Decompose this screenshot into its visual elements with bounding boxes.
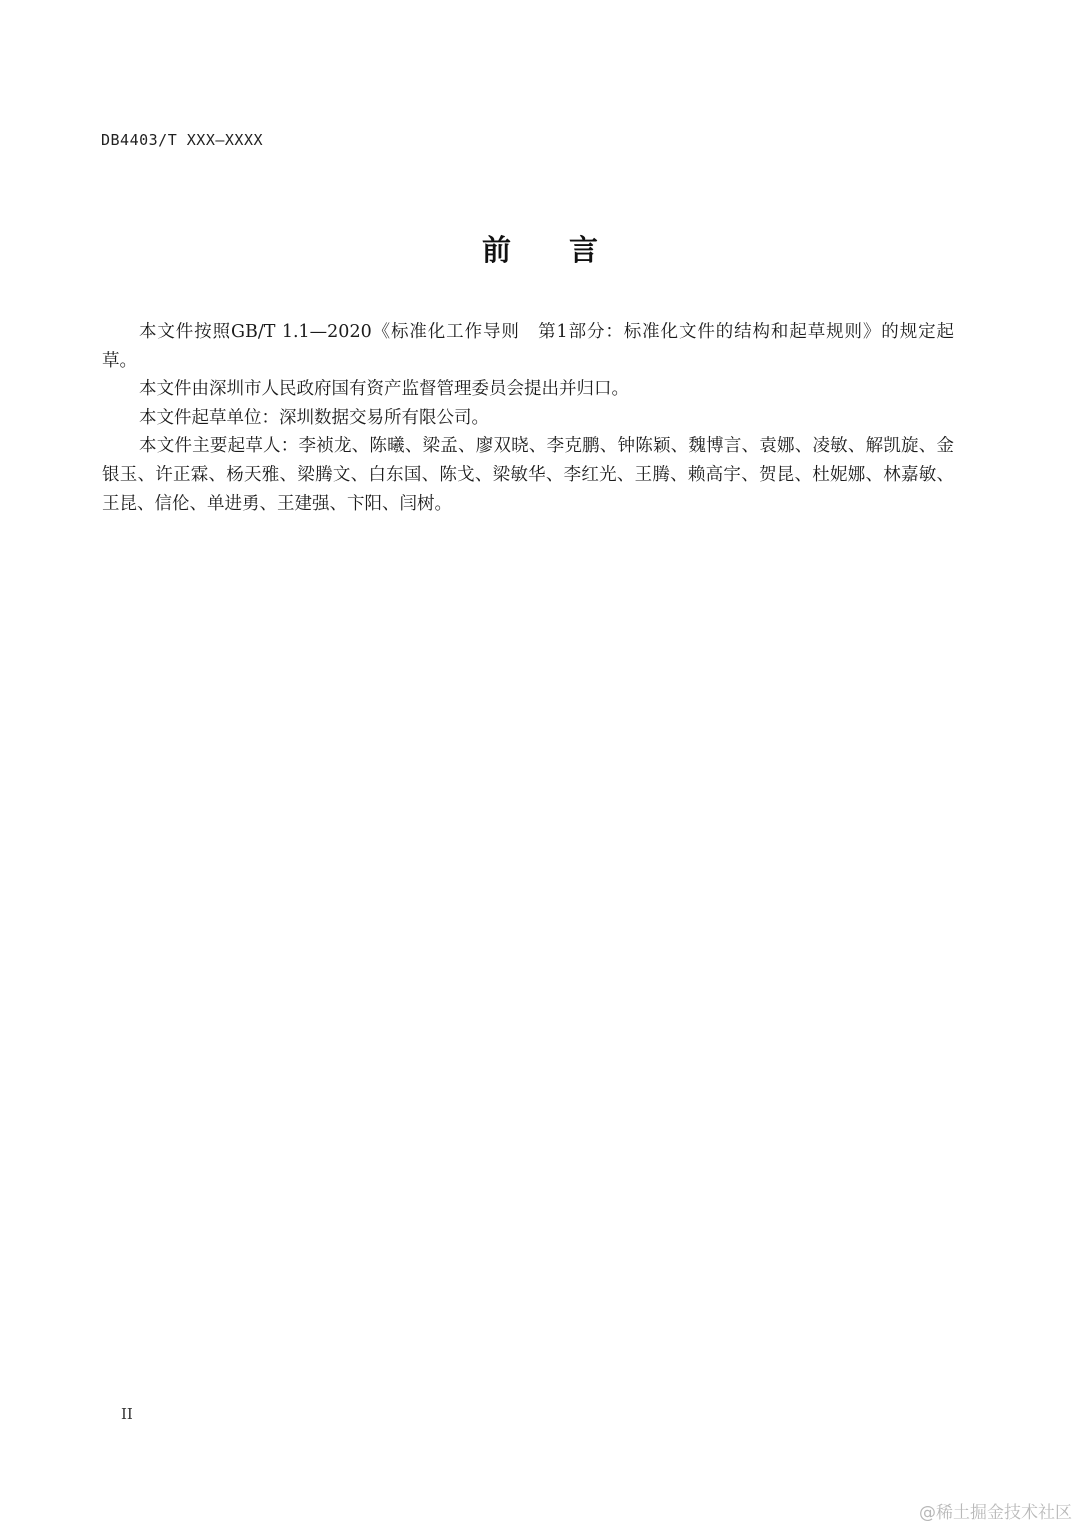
paragraph-drafting-unit: 本文件起草单位：深圳数据交易所有限公司。 [139, 407, 489, 428]
paragraph-proposer: 本文件由深圳市人民政府国有资产监督管理委员会提出并归口。 [139, 379, 629, 400]
watermark-text: @稀土掘金技术社区 [919, 1503, 1072, 1523]
title-char-2: 言 [569, 233, 599, 267]
page-number: II [121, 1405, 133, 1423]
paragraph-drafters: 本文件主要起草人：李祯龙、陈曦、梁孟、廖双晓、李克鹏、钟陈颖、魏博言、袁娜、凌敏、解凯旋、金银玉、许正霖、杨天雅、梁腾文、白东国、陈戈、梁敏华、李红光、王腾、赖高宇、贺昆、杜妮娜、林嘉敏、王昆、信伦、单进勇、王建强、卞阳、闫树。 [102, 436, 954, 514]
paragraph-standard-basis: 本文件按照GB/T 1.1—2020《标准化工作导则 第1部分：标准化文件的结构和起草规则》的规定起草。 [102, 322, 954, 371]
page-title [0, 228, 1080, 269]
document-code: DB4403/T XXX—XXXX [101, 131, 264, 149]
title-char-1: 前 [481, 233, 511, 267]
foreword-body [102, 318, 954, 518]
